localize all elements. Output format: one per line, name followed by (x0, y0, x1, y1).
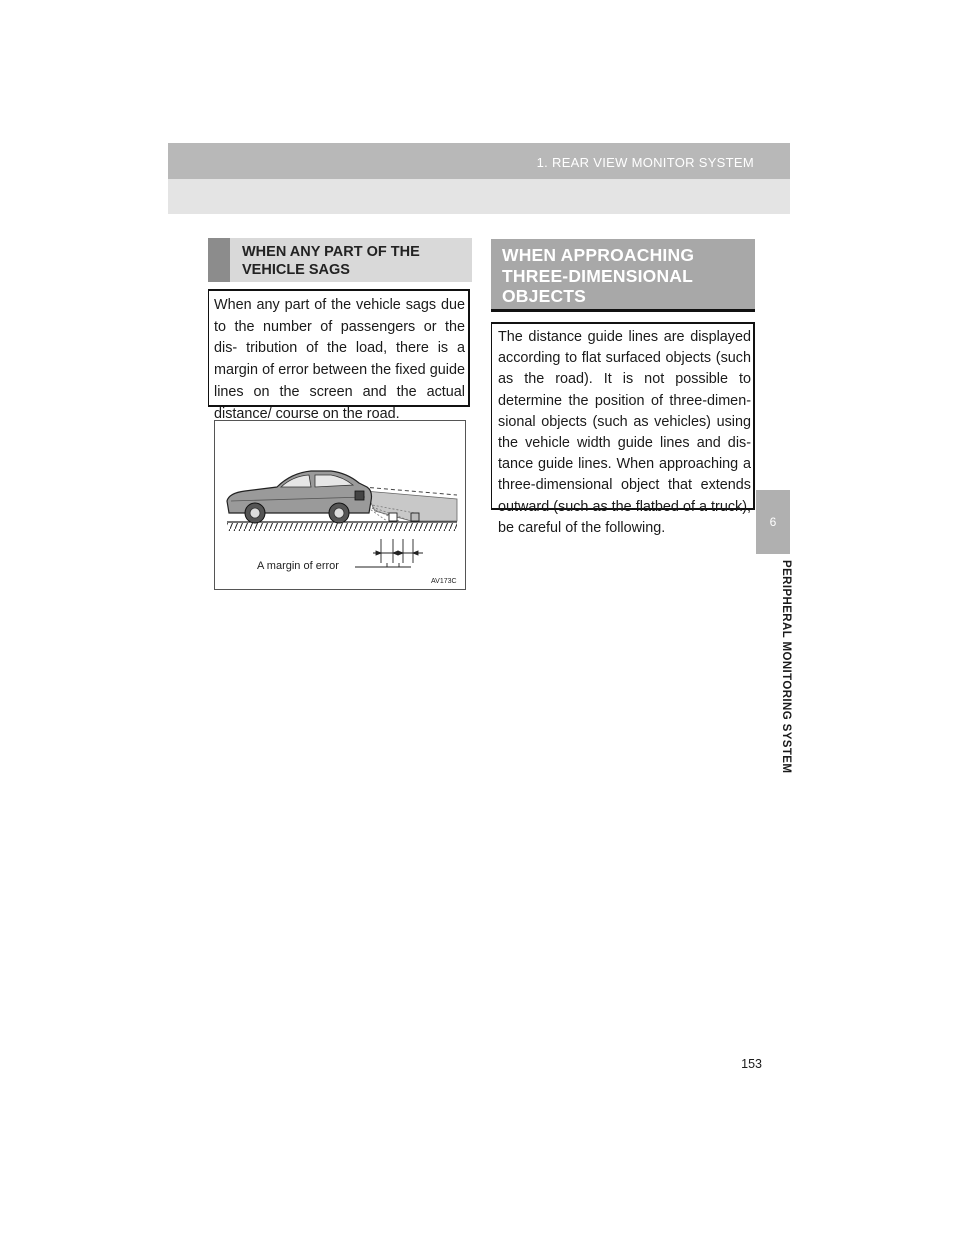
left-heading (208, 238, 472, 282)
heading-rule (491, 309, 755, 312)
margin-of-error-label: A margin of error (257, 560, 339, 572)
chapter-number-tab: 6 (756, 490, 790, 554)
figure-code: AV173C (431, 578, 457, 585)
right-body-text: The distance guide lines are displayed according to flat surfaced objects (such as the road). It is not possible to determine the position of three-dimen- sional objects (such as vehicles) using the vehicle width guide lines and dis- tance guide lines. When approaching a three-dimensional object that extends outward (such as the flatbed of a truck), be careful of the following. (491, 322, 755, 510)
heading-accent-bar (208, 238, 230, 282)
chapter-label-tab (776, 560, 796, 800)
error-dimension-markers (355, 539, 423, 567)
section-title: 1. REAR VIEW MONITOR SYSTEM (536, 155, 754, 170)
road-surface (227, 523, 457, 531)
marker-box (411, 513, 419, 521)
left-heading-text: WHEN ANY PART OF THE VEHICLE SAGS (242, 244, 420, 278)
vehicle-sag-illustration (214, 420, 466, 590)
marker-box (389, 513, 397, 521)
header-bar (168, 143, 790, 179)
camera-icon (355, 491, 364, 500)
page-number: 153 (741, 1057, 762, 1071)
left-body-text: When any part of the vehicle sags due to the number of passengers or the dis- tribution of the load, there is a margin of error between the fixed guide lines on the screen and the actual distance/ course on the road. (208, 289, 470, 407)
header-subbar (168, 179, 790, 214)
right-heading-text: WHEN APPROACHING THREE-DIMENSIONAL OBJECTS (502, 245, 695, 306)
right-heading (491, 239, 755, 309)
chapter-label: PERIPHERAL MONITORING SYSTEM (780, 560, 792, 774)
